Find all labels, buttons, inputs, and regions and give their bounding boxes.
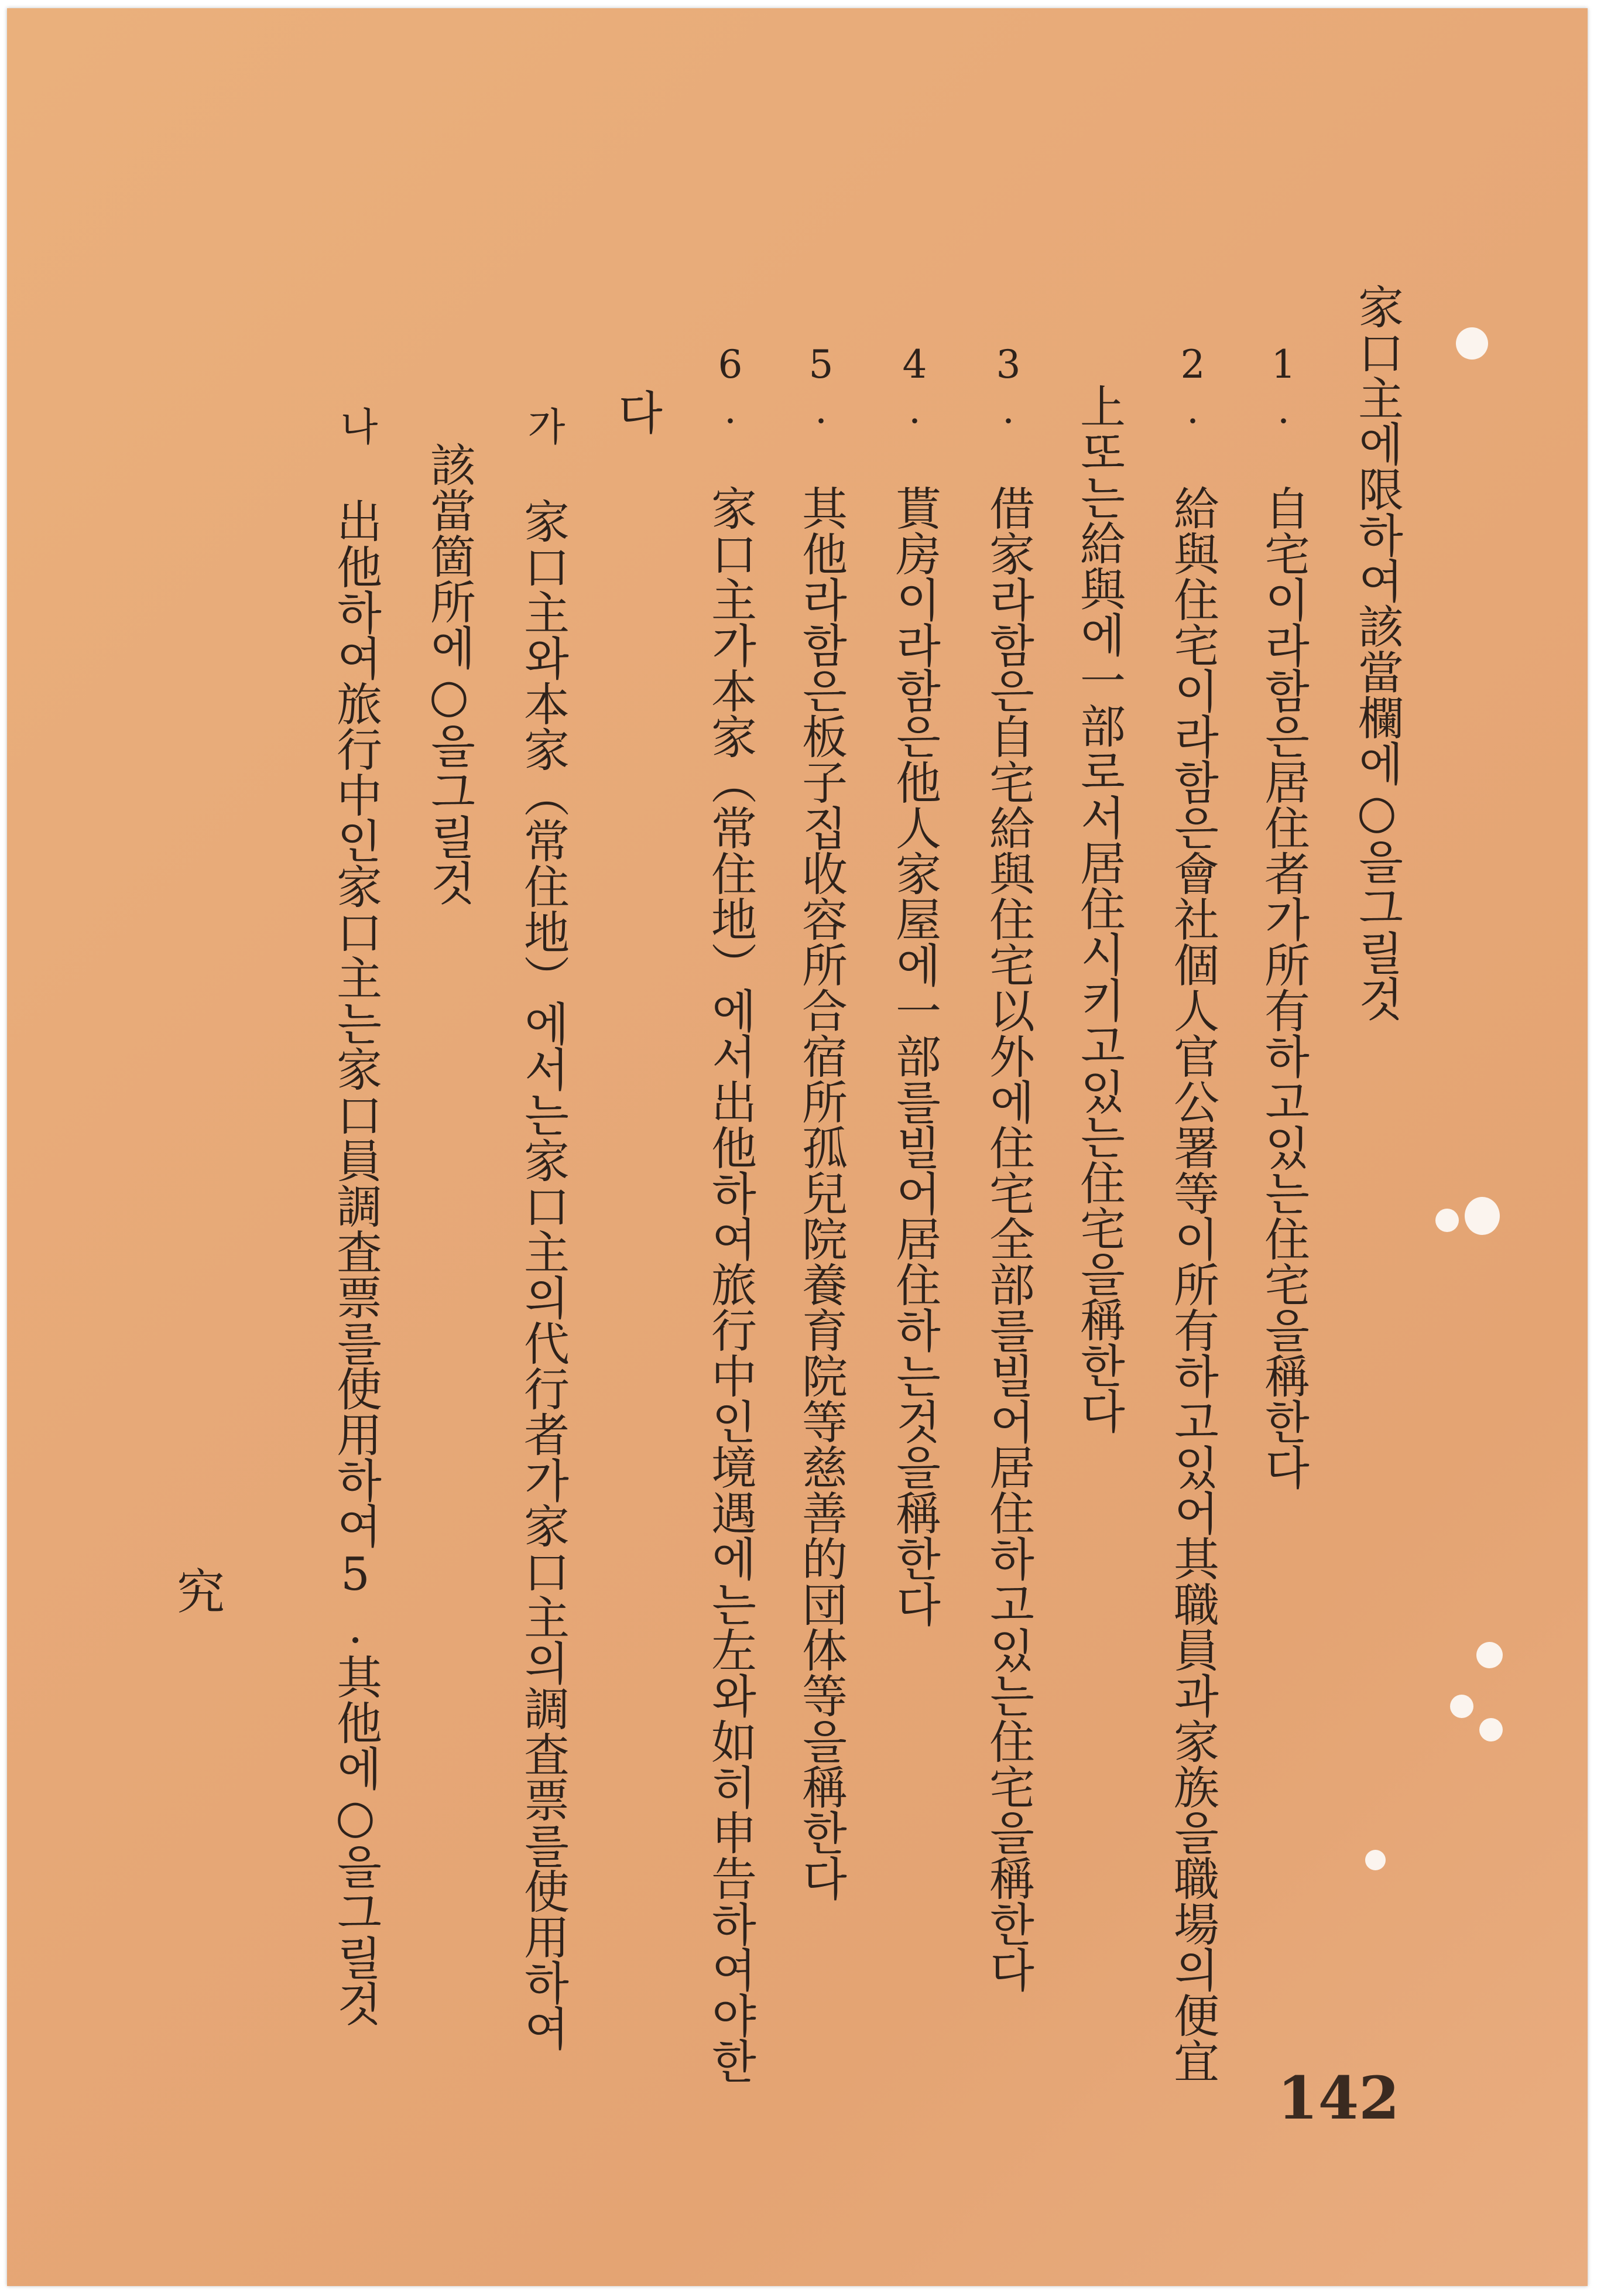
item-text: 다 — [610, 389, 663, 434]
binder-hole — [1450, 1695, 1473, 1718]
item-line — [885, 342, 944, 1627]
item-line — [791, 342, 850, 1901]
item-text: 自宅이라함은居住者가所有하고있는住宅을稱한다 — [1257, 485, 1310, 1490]
item-line — [1163, 342, 1222, 2083]
item-text: 上또는給與에一部로서居住시키고있는住宅을稱한다 — [1072, 383, 1125, 1433]
page-number: 142 — [1277, 2064, 1400, 2133]
item-text: 其他라함은板子집收容所合宿所孤兒院養育院等慈善的団体等을稱한다 — [794, 485, 847, 1901]
item-number: 6. — [708, 342, 753, 432]
item-line — [701, 342, 759, 2083]
sub-item-marker: 가 — [520, 406, 565, 445]
item-line — [979, 342, 1037, 1992]
sub-item-line — [326, 406, 385, 2026]
binder-hole — [1476, 1642, 1503, 1668]
item-text: 貰房이라함은他人家屋에一部를빌어居住하는것을稱한다 — [888, 485, 941, 1627]
binder-hole — [1365, 1850, 1386, 1870]
sub-item-text: 該當箇所에○을그릴것 — [423, 442, 475, 905]
item-continuation-line — [1070, 383, 1128, 1433]
binder-hole — [1435, 1209, 1459, 1232]
item-line — [1254, 342, 1312, 1490]
binder-hole — [1465, 1197, 1500, 1235]
item-continuation-line — [607, 389, 666, 434]
sub-item-line — [513, 406, 572, 2051]
item-text: 家口主가本家（常住地）에서出他하여旅行中인境遇에는左와如히申告하여야한 — [704, 485, 756, 2083]
sub-item-continuation-line — [420, 442, 478, 905]
header-line — [1348, 283, 1406, 1021]
sub-item-text: 出他하여旅行中인家口主는家口員調査票를使用하여5.其他에○을그릴것 — [329, 498, 382, 2026]
binder-hole — [1456, 327, 1488, 360]
sub-item-text: 家口主와本家（常住地）에서는家口主의代行者가家口主의調査票를使用하여 — [516, 498, 569, 2051]
item-text: 給與住宅이라함은會社個人官公署等이所有하고있어其職員과家族을職場의便宜 — [1166, 485, 1219, 2083]
handwritten-mark: 究 — [177, 1565, 225, 1620]
item-number: 5. — [798, 342, 844, 432]
item-number: 3. — [986, 342, 1031, 432]
sub-item-marker: 나 — [333, 406, 378, 445]
item-text: 借家라함은自宅給與住宅以外에住宅全部를빌어居住하고있는住宅을稱한다 — [982, 485, 1034, 1992]
header-text: 家口主에限하여該當欄에○을그릴것 — [1351, 283, 1403, 1021]
item-number: 1. — [1261, 342, 1306, 432]
item-number: 2. — [1170, 342, 1215, 432]
item-number: 4. — [892, 342, 937, 432]
document-page — [7, 8, 1588, 2286]
binder-hole — [1479, 1718, 1503, 1741]
